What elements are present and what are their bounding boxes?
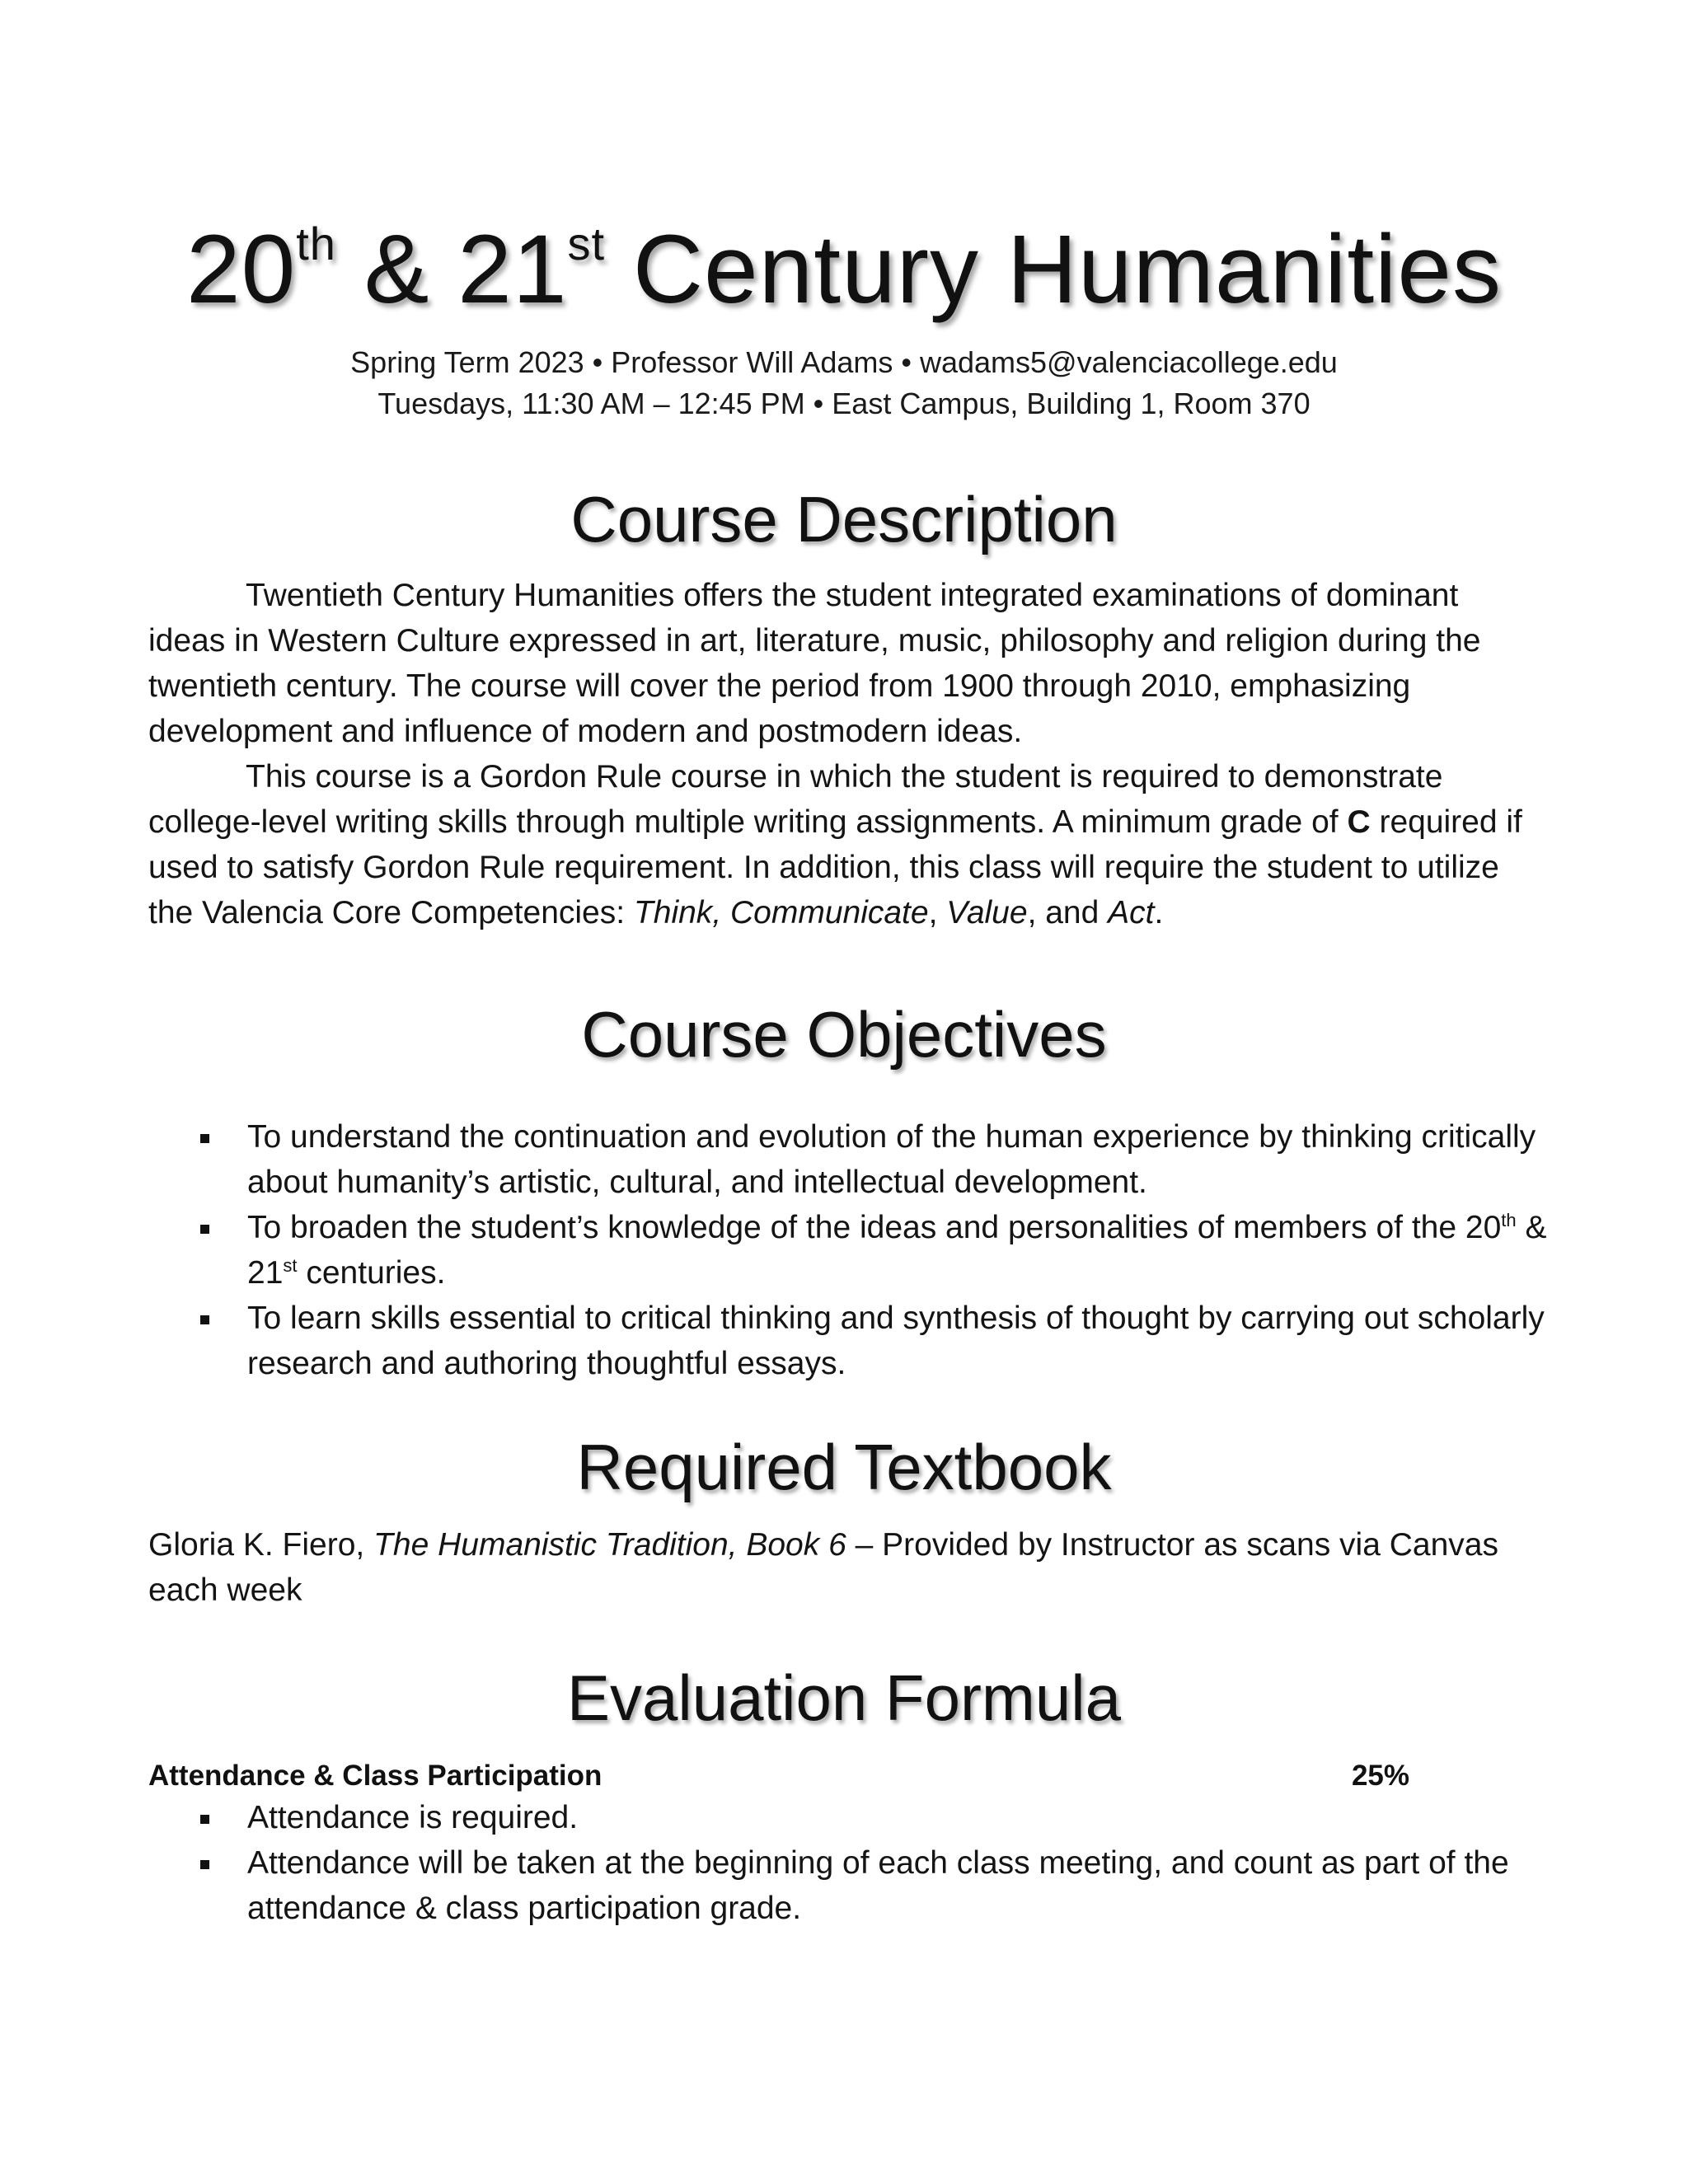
objective-text-3: To learn skills essential to critical thinking and synthesis of thought by carrying out scholarly research and authoring thoughtful essays. bbox=[247, 1301, 1545, 1381]
competency-act: Act bbox=[1108, 895, 1155, 930]
section-heading-objectives: Course Objectives bbox=[581, 998, 1107, 1071]
bullet-square-icon bbox=[200, 1815, 209, 1824]
textbook-author: Gloria K. Fiero, bbox=[148, 1527, 374, 1563]
evaluation-row-label: Attendance & Class Participation bbox=[148, 1760, 603, 1792]
title-part-2: & 21 bbox=[335, 215, 568, 324]
objectives-list bbox=[148, 1114, 1550, 1386]
section-heading-evaluation: Evaluation Formula bbox=[567, 1661, 1121, 1734]
description-paragraph-1 bbox=[148, 573, 1541, 754]
bullet-square-icon bbox=[200, 1315, 209, 1324]
evaluation-list bbox=[148, 1795, 1550, 1931]
evaluation-row-percent: 25% bbox=[1351, 1760, 1409, 1792]
objective-text-2c: centuries. bbox=[297, 1255, 446, 1291]
bullet-square-icon bbox=[200, 1134, 209, 1143]
textbook-note: – Provided by Instructor as scans via Canvas each week bbox=[148, 1527, 1498, 1608]
objective-superscript-2: st bbox=[283, 1255, 298, 1276]
list-item bbox=[148, 1296, 1550, 1386]
description-text-1: Twentieth Century Humanities offers the student integrated examinations of dominant ideas in Western Culture expressed in art, literature, music, philosophy and religion during the twentieth century. The course will cover the period from 1900 through 2010, emphasizing development and influence of modern and postmodern ideas. bbox=[148, 578, 1481, 749]
evaluation-bullet-2: Attendance will be taken at the beginning of each class meeting, and count as part of the attendance & class participation grade. bbox=[247, 1845, 1509, 1926]
title-superscript-2: st bbox=[567, 218, 606, 269]
objective-text-2b: & 21 bbox=[247, 1210, 1547, 1291]
textbook-citation bbox=[148, 1522, 1541, 1613]
bullet-square-icon bbox=[200, 1225, 209, 1234]
evaluation-bullet-1: Attendance is required. bbox=[247, 1800, 579, 1835]
competency-communicate: Communicate bbox=[729, 895, 929, 930]
textbook-title: The Humanistic Tradition, Book 6 bbox=[373, 1527, 846, 1563]
title-part-3: Century Humanities bbox=[605, 215, 1503, 324]
bullet-square-icon bbox=[200, 1860, 209, 1869]
competency-separator-3: , and bbox=[1027, 895, 1109, 930]
competency-separator-2: , bbox=[928, 895, 947, 930]
list-item bbox=[148, 1114, 1550, 1205]
description-text-3: required if used to satisfy Gordon Rule requirement. In addition, this class will require the student to utilize the Valencia Core Competencies: bbox=[148, 804, 1522, 930]
competency-separator-1: , bbox=[712, 895, 730, 930]
section-heading-description: Course Description bbox=[570, 483, 1118, 555]
course-meta-line-2: Tuesdays, 11:30 AM – 12:45 PM • East Campus, Building 1, Room 370 bbox=[377, 387, 1311, 420]
competency-value: Value bbox=[946, 895, 1028, 930]
evaluation-row bbox=[148, 1755, 1409, 1797]
list-item bbox=[148, 1840, 1550, 1931]
minimum-grade: C bbox=[1347, 804, 1371, 840]
title-part-1: 20 bbox=[185, 215, 297, 324]
page-title bbox=[0, 216, 1688, 323]
description-end: . bbox=[1154, 895, 1164, 930]
objective-superscript-1: th bbox=[1501, 1210, 1517, 1230]
competency-think: Think bbox=[633, 895, 713, 930]
description-text-2: This course is a Gordon Rule course in which the student is required to demonstrate college-level writing skills through multiple writing assignments. A minimum grade of bbox=[148, 759, 1443, 840]
list-item bbox=[148, 1795, 1550, 1840]
objective-text-1: To understand the continuation and evolution of the human experience by thinking critically about humanity’s artistic, cultural, and intellectual development. bbox=[247, 1119, 1536, 1200]
title-superscript-1: th bbox=[296, 218, 336, 269]
list-item bbox=[148, 1205, 1550, 1296]
objective-text-2a: To broaden the student’s knowledge of the ideas and personalities of members of the 20 bbox=[247, 1210, 1502, 1245]
course-meta-line-1: Spring Term 2023 • Professor Will Adams • wadams5@valenciacollege.edu bbox=[350, 345, 1338, 379]
section-heading-textbook: Required Textbook bbox=[576, 1431, 1112, 1503]
description-paragraph-2 bbox=[148, 754, 1541, 935]
